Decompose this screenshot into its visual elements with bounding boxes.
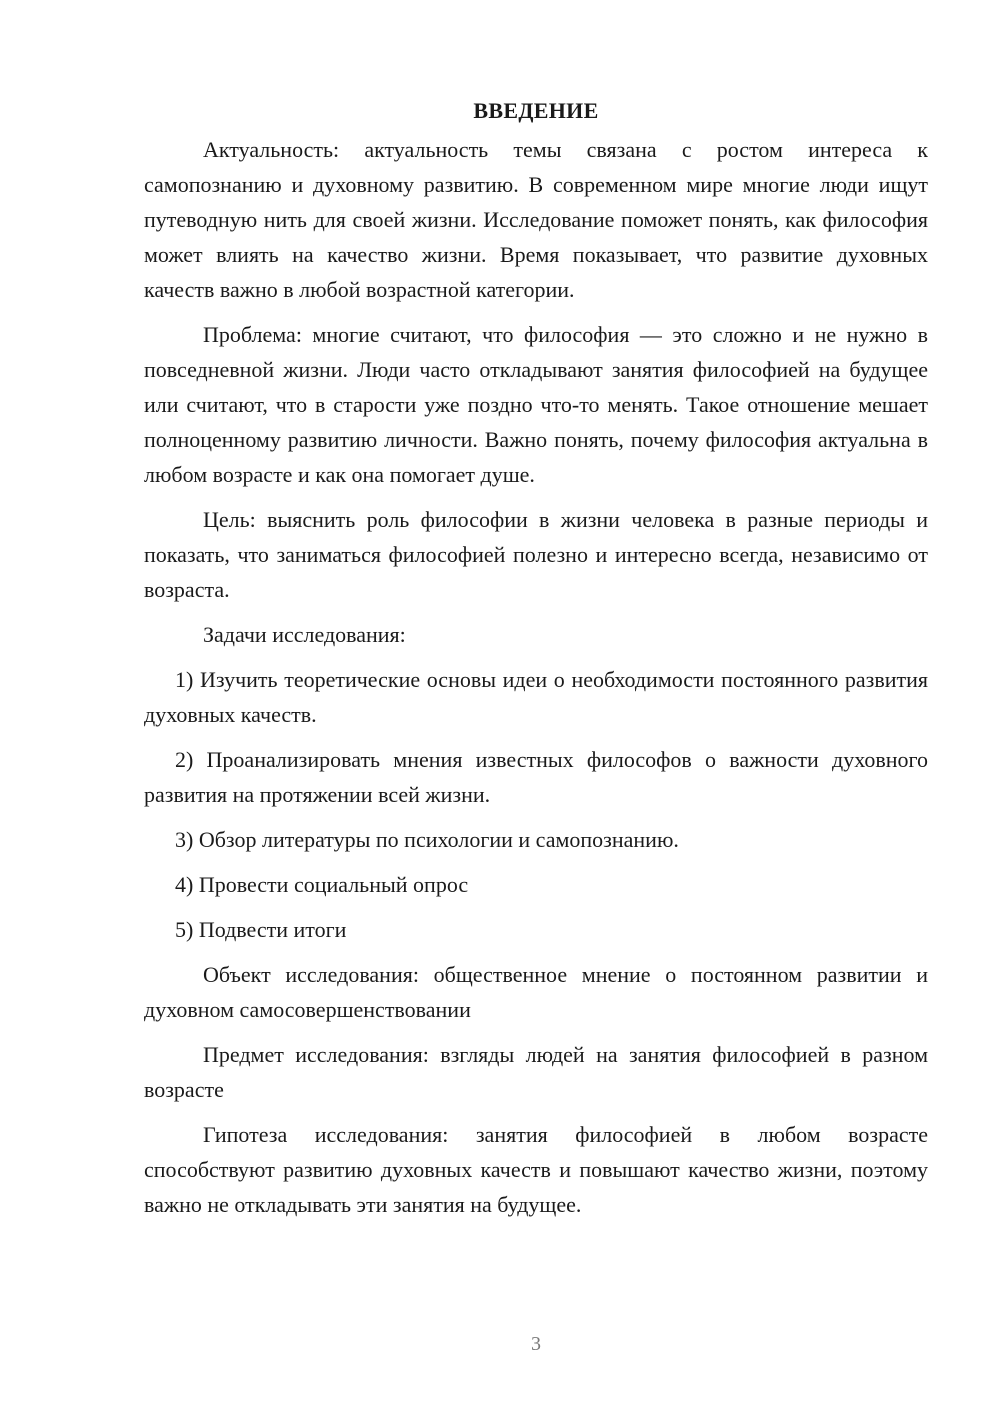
- task-item: 5) Подвести итоги: [175, 917, 347, 942]
- subject-paragraph: Предмет исследования: взгляды людей на занятия философией в разном возрасте: [144, 1042, 928, 1102]
- task-item: 4) Провести социальный опрос: [175, 872, 469, 897]
- document-page: [144, 96, 928, 1232]
- hypothesis-paragraph: Гипотеза исследования: занятия философией в любом возрасте способствуют развитию духовных качеств и повышают качество жизни, поэтому важно не откладывать эти занятия на будущее.: [144, 1122, 928, 1217]
- page-title: ВВЕДЕНИЕ: [473, 98, 599, 123]
- problem-paragraph: Проблема: многие считают, что философия — это сложно и не нужно в повседневной жизни. Люди часто откладывают занятия философией на будущее или считают, что в старости уже поздно что-то менять. Такое отношение мешает полноценному развитию личности. Важно понять, почему философия актуальна в любом возрасте и как она помогает душе.: [144, 322, 928, 487]
- object-paragraph: Объект исследования: общественное мнение о постоянном развитии и духовном самосовершенствовании: [144, 962, 928, 1022]
- relevance-paragraph: Актуальность: актуальность темы связана с ростом интереса к самопознанию и духовному развитию. В современном мире многие люди ищут путеводную нить для своей жизни. Исследование поможет понять, как философия может влиять на качество жизни. Время показывает, что развитие духовных качеств важно в любой возрастной категории.: [144, 137, 928, 302]
- goal-paragraph: Цель: выяснить роль философии в жизни человека в разные периоды и показать, что заниматься философией полезно и интересно всегда, независимо от возраста.: [144, 507, 928, 602]
- task-item: 3) Обзор литературы по психологии и самопознанию.: [175, 827, 679, 852]
- task-item: 2) Проанализировать мнения известных философов о важности духовного развития на протяжении всей жизни.: [144, 747, 928, 807]
- page-number: 3: [531, 1333, 541, 1355]
- task-item: 1) Изучить теоретические основы идеи о необходимости постоянного развития духовных качеств.: [144, 667, 928, 727]
- tasks-heading: Задачи исследования:: [203, 622, 406, 647]
